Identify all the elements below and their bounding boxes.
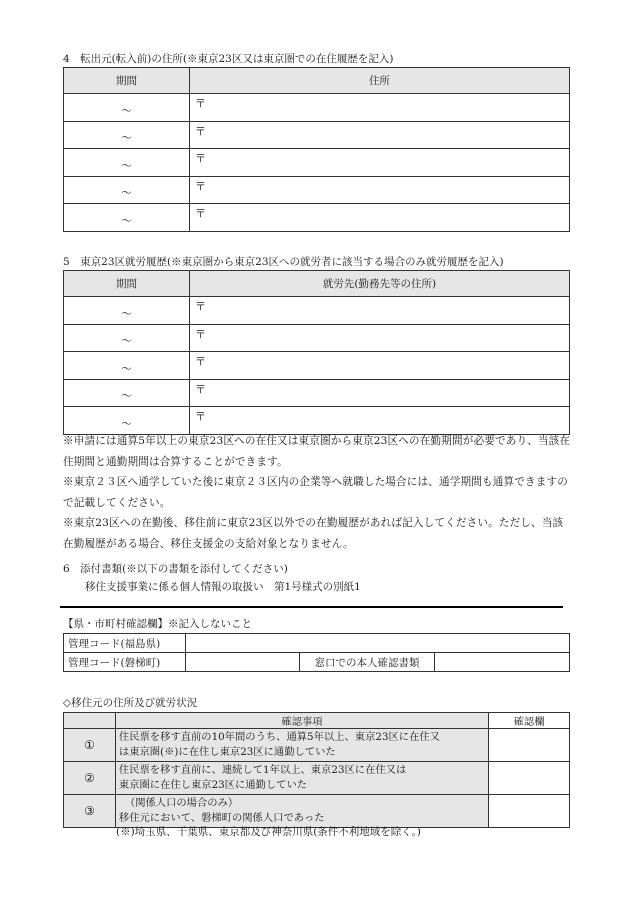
period-cell[interactable]: ～: [64, 121, 190, 149]
note-text: ※東京23区への在勤後、移住前に東京23区以外での在勤履歴があれば記入してください。ただし、当該在勤履歴がある場合、移住支援金の支給対象となりません。: [63, 517, 564, 550]
period-cell[interactable]: ～: [64, 204, 190, 232]
address-cell[interactable]: 〒: [190, 121, 570, 149]
confirmation-table: [63, 633, 570, 672]
note-text: ※東京２３区へ通学していた後に東京２３区内の企業等へ就職した場合には、通学期間も通算できますので記載してください。: [63, 476, 568, 509]
row-text-line: 住民票を移す直前に、連続して1年以上、東京23区に在住又は: [118, 763, 407, 776]
workplace-cell[interactable]: 〒: [190, 297, 570, 325]
attachment-item: 移住支援事業に係る個人情報の取扱い 第1号様式の別紙1: [85, 581, 361, 593]
migration-title: ◇移住元の住所及び就労状況: [63, 697, 198, 709]
address-cell[interactable]: 〒: [190, 176, 570, 204]
table-row: [64, 324, 570, 352]
confirmation-title: 【県・市町村確認欄】※記入しないこと: [63, 618, 252, 630]
section-5-title: 5 東京23区就労履歴(※東京圏から東京23区への就労者に該当する場合のみ就労履歴を記入): [63, 256, 504, 268]
row-text-line: 東京圏に在住し東京23区に通勤していた: [118, 779, 308, 791]
migration-table: [63, 712, 570, 828]
row-number: ①: [64, 729, 116, 762]
work-history-table: [63, 270, 570, 435]
row-text: [115, 729, 488, 762]
workplace-header: 就労先(勤務先等の住所): [190, 271, 570, 297]
table-row: [64, 204, 570, 232]
address-header: 住所: [190, 68, 570, 94]
period-cell[interactable]: ～: [64, 176, 190, 204]
row-number: ②: [64, 762, 116, 795]
note-text: ※申請には通算5年以上の東京23区への在住又は東京圏から東京23区への在勤期間が必要であり、当該在住期間と通勤期間は合算することができます。: [63, 435, 571, 468]
period-cell[interactable]: ～: [64, 297, 190, 325]
period-cell[interactable]: ～: [64, 407, 190, 435]
check-cell[interactable]: [489, 795, 570, 828]
code-town-label: 管理コード(磐梯町): [64, 653, 186, 672]
address-cell[interactable]: 〒: [190, 94, 570, 122]
period-cell[interactable]: ～: [64, 324, 190, 352]
table-row: [64, 149, 570, 177]
footnote: (※)埼玉県、千葉県、東京都及び神奈川県(条件不利地域を除く。): [116, 826, 421, 838]
period-header: 期間: [64, 68, 190, 94]
period-cell[interactable]: ～: [64, 352, 190, 380]
code-pref-label: 管理コード(福島県): [64, 634, 186, 653]
check-cell[interactable]: [489, 762, 570, 795]
table-row: [64, 729, 570, 762]
table-row: [64, 176, 570, 204]
address-cell[interactable]: 〒: [190, 149, 570, 177]
table-row: [64, 94, 570, 122]
row-number: ③: [64, 795, 116, 828]
period-cell[interactable]: ～: [64, 149, 190, 177]
section-6-title: 6 添付書類(※以下の書類を添付してください): [63, 563, 288, 575]
code-pref-field[interactable]: [186, 634, 570, 653]
period-cell[interactable]: ～: [64, 94, 190, 122]
table-row: [64, 795, 570, 828]
code-town-field[interactable]: [186, 653, 300, 672]
window-check-field[interactable]: [435, 653, 570, 672]
row-text-line: （関係人口の場合のみ）: [124, 796, 239, 809]
table-row: [64, 121, 570, 149]
item-header: 確認事項: [115, 713, 488, 729]
check-header: 確認欄: [489, 713, 570, 729]
workplace-cell[interactable]: 〒: [190, 407, 570, 435]
table-row: [64, 762, 570, 795]
window-check-label: 窓口での本人確認書類: [300, 653, 435, 672]
section-4-title: 4 転出元(転入前)の住所(※東京23区又は東京圏での在住履歴を記入): [63, 53, 394, 65]
row-text: [115, 795, 488, 828]
address-cell[interactable]: 〒: [190, 204, 570, 232]
check-cell[interactable]: [489, 729, 570, 762]
row-text-line: 移住元において、磐梯町の関係人口であった: [118, 812, 325, 824]
row-text-line: は東京圏(※)に在住し東京23区に通勤していた: [118, 746, 336, 758]
period-header: 期間: [64, 271, 190, 297]
row-text: [115, 762, 488, 795]
workplace-cell[interactable]: 〒: [190, 379, 570, 407]
divider: [60, 606, 563, 608]
table-row: [64, 407, 570, 435]
blank-header: [64, 713, 116, 729]
table-row: [64, 352, 570, 380]
notes: [63, 431, 573, 554]
workplace-cell[interactable]: 〒: [190, 352, 570, 380]
workplace-cell[interactable]: 〒: [190, 324, 570, 352]
row-text-line: 住民票を移す直前の10年間のうち、通算5年以上、東京23区に在住又: [118, 730, 440, 743]
residence-history-table: [63, 67, 570, 232]
table-row: [64, 379, 570, 407]
table-row: [64, 297, 570, 325]
period-cell[interactable]: ～: [64, 379, 190, 407]
